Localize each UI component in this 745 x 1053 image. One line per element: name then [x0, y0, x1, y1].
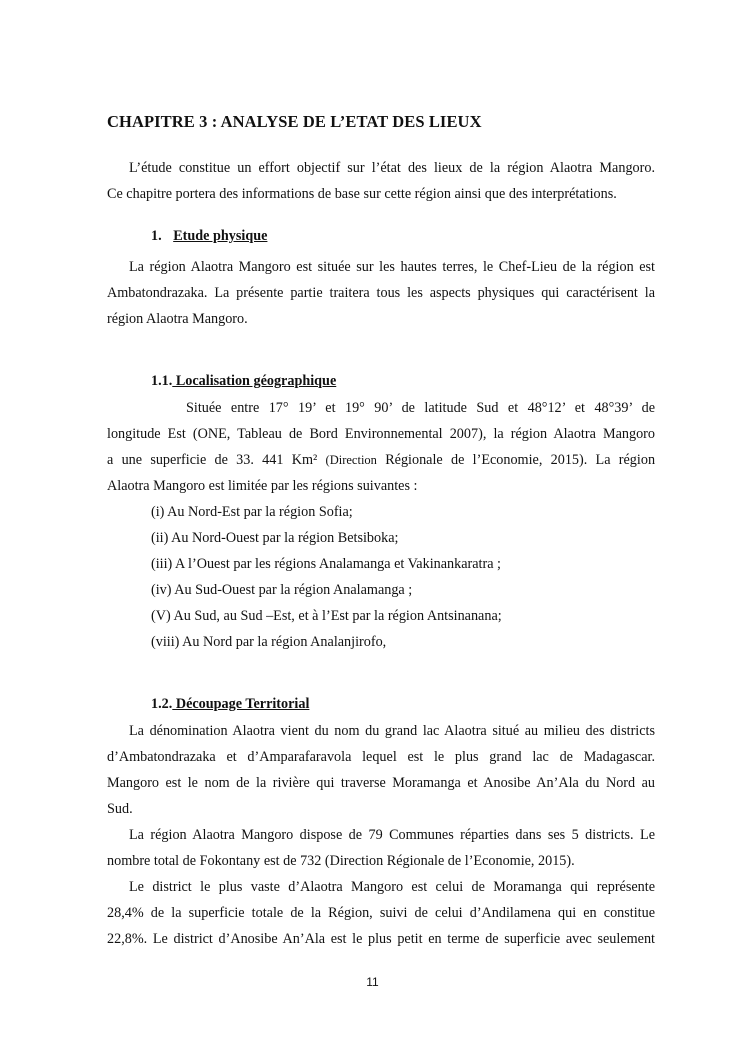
section-11-line-3b: (Direction [325, 453, 377, 467]
section-1-heading [151, 228, 267, 245]
list-item: (iv) Au Sud-Ouest par la région Analamanga ; [151, 582, 413, 598]
section-11-title: Localisation géographique [172, 373, 337, 389]
list-item: (iii) A l’Ouest par les régions Analamanga et Vakinankaratra ; [151, 556, 501, 572]
list-item: (ii) Au Nord-Ouest par la région Betsiboka; [151, 530, 399, 546]
page-number: 11 [366, 975, 379, 989]
section-12-p1-line-2: d’Ambatondrazaka et d’Amparafaravola lequel est le plus grand lac de Madagascar. [107, 749, 655, 765]
section-11-heading [151, 373, 336, 390]
section-12-p2-line-1: La région Alaotra Mangoro dispose de 79 Communes réparties dans ses 5 districts. Le [129, 827, 655, 843]
section-12-title: Découpage Territorial [172, 696, 310, 712]
section-11-line-2: longitude Est (ONE, Tableau de Bord Environnemental 2007), la région Alaotra Mangoro [107, 426, 655, 442]
section-1-title: Etude physique [173, 228, 268, 244]
section-11-line-3 [107, 451, 655, 469]
section-12-p1-line-3: Mangoro est le nom de la rivière qui traverse Moramanga et Anosibe An’Ala du Nord au [107, 775, 655, 791]
section-12-p1-line-1: La dénomination Alaotra vient du nom du grand lac Alaotra situé au milieu des districts [129, 723, 655, 739]
section-12-p3-line-3: 22,8%. Le district d’Anosibe An’Ala est le plus petit en terme de superficie avec seulement [107, 931, 655, 947]
section-11-line-1: Située entre 17° 19’ et 19° 90’ de latitude Sud et 48°12’ et 48°39’ de [186, 400, 655, 416]
section-12-number: 1.2. [151, 696, 173, 712]
chapter-title: CHAPITRE 3 : ANALYSE DE L’ETAT DES LIEUX [107, 112, 482, 131]
section-11-line-4: Alaotra Mangoro est limitée par les régions suivantes : [107, 478, 418, 494]
section-11-line-3a: a une superficie de 33. 441 Km² [107, 452, 318, 468]
section-12-p2-line-2: nombre total de Fokontany est de 732 (Direction Régionale de l’Economie, 2015). [107, 853, 575, 869]
intro-line-2: Ce chapitre portera des informations de base sur cette région ainsi que des interprétations. [107, 186, 617, 202]
section-12-p3-line-1: Le district le plus vaste d’Alaotra Mangoro est celui de Moramanga qui représente [129, 879, 655, 895]
list-item: (i) Au Nord-Est par la région Sofia; [151, 504, 353, 520]
section-1-line-2: Ambatondrazaka. La présente partie traitera tous les aspects physiques qui caractérisent la [107, 285, 655, 301]
section-11-line-3c: Régionale de l’Economie, 2015). La région [385, 452, 656, 468]
list-item: (viii) Au Nord par la région Analanjirofo, [151, 634, 387, 650]
section-1-line-1: La région Alaotra Mangoro est située sur les hautes terres, le Chef-Lieu de la région est [129, 259, 655, 275]
section-1-line-3: région Alaotra Mangoro. [107, 311, 248, 327]
section-12-p1-line-4: Sud. [107, 801, 133, 817]
section-12-heading [151, 696, 309, 713]
list-item: (V) Au Sud, au Sud –Est, et à l’Est par la région Antsinanana; [151, 608, 502, 624]
section-12-p3-line-2: 28,4% de la superficie totale de la Région, suivi de celui d’Andilamena qui en constitue [107, 905, 655, 921]
section-11-number: 1.1. [151, 373, 173, 389]
section-1-number: 1. [151, 228, 162, 244]
intro-line-1: L’étude constitue un effort objectif sur l’état des lieux de la région Alaotra Mangoro. [129, 160, 655, 176]
